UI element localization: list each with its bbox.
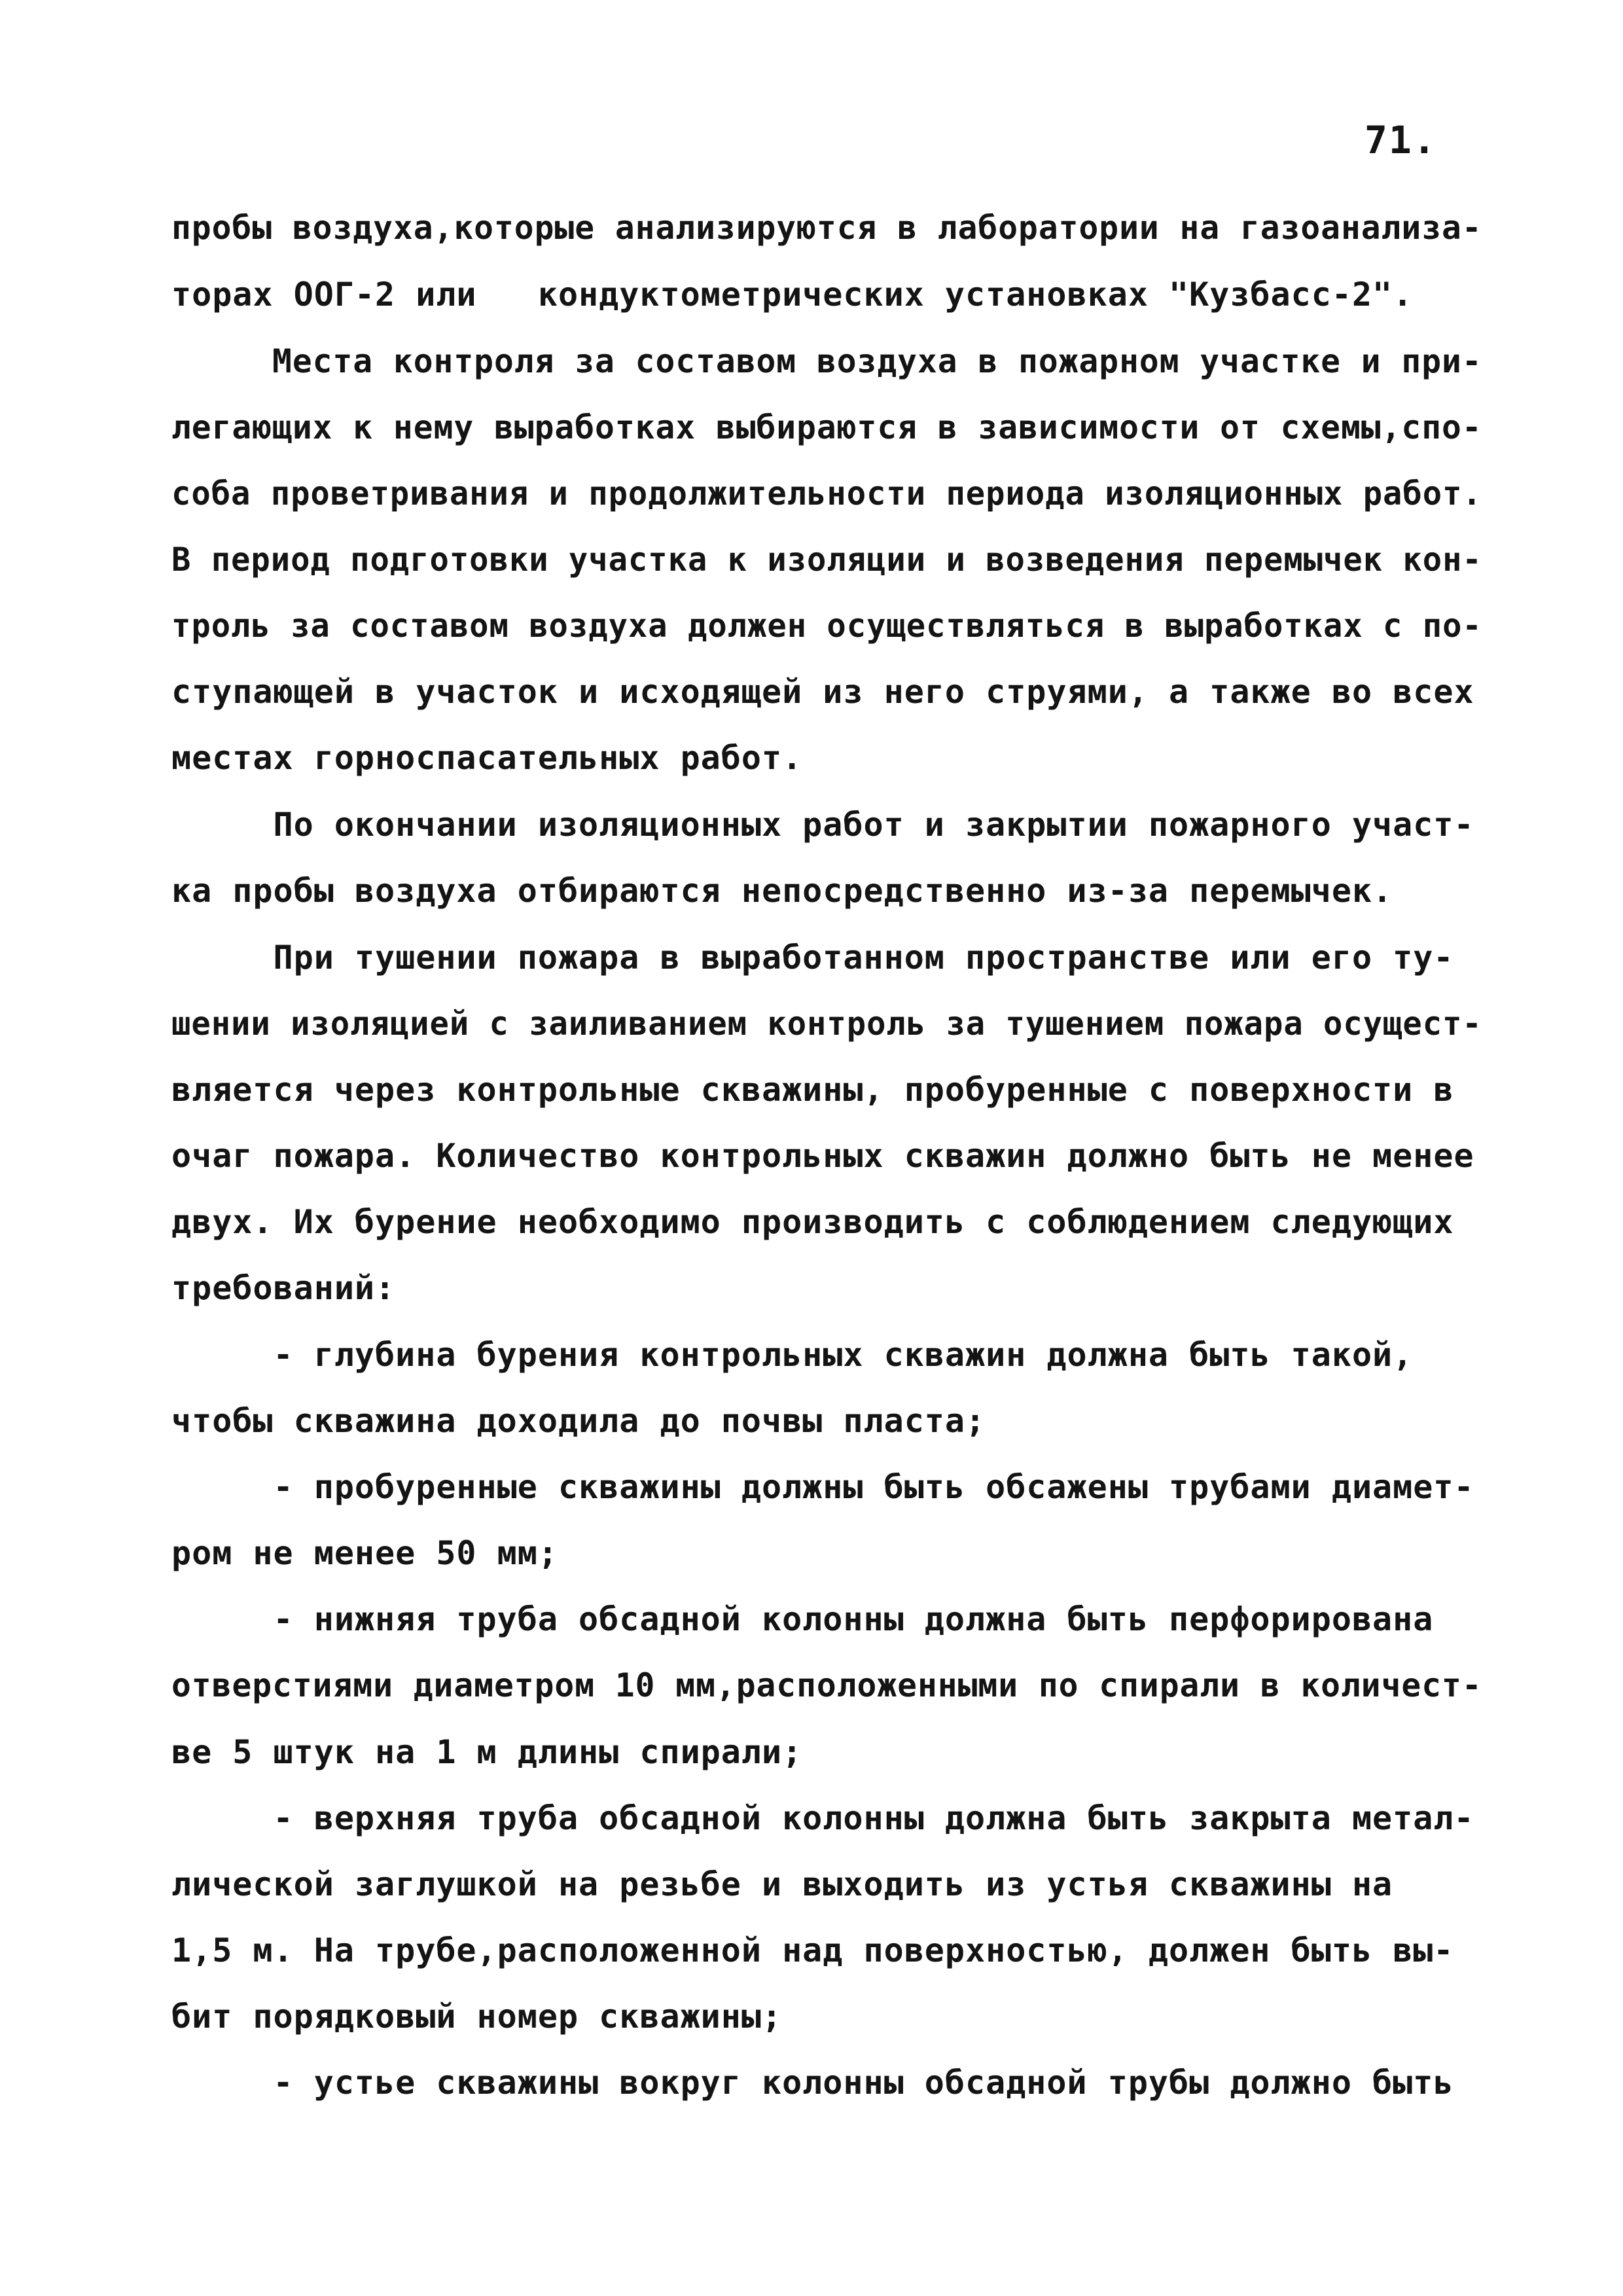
text-line: шении изоляцией с заиливанием контроль за тушением пожара осущест- (171, 1005, 1482, 1043)
page-number: 71. (1364, 118, 1437, 162)
text-line: соба проветривания и продолжительности периода изоляционных работ. (171, 475, 1482, 512)
text-line: ступающей в участок и исходящей из него струями, а также во всех (171, 673, 1474, 711)
text-line: По окончании изоляционных работ и закрытии пожарного участ- (171, 806, 1474, 844)
text-line: Места контроля за составом воздуха в пожарном участке и при- (171, 342, 1482, 380)
text-line: местах горноспасательных работ. (171, 739, 803, 777)
text-line: требований: (171, 1269, 396, 1307)
text-line: легающих к нему выработках выбираются в зависимости от схемы,спо- (171, 408, 1482, 446)
text-line: - глубина бурения контрольных скважин должна быть такой, (171, 1336, 1414, 1374)
text-line: вляется через контрольные скважины, пробуренные с поверхности в (171, 1071, 1454, 1109)
text-line: очаг пожара. Количество контрольных скважин должно быть не менее (171, 1137, 1474, 1175)
text-line: торах ООГ-2 или кондуктометрических установках "Кузбасс-2". (171, 276, 1414, 314)
text-line: - верхняя труба обсадной колонны должна быть закрыта метал- (171, 1799, 1474, 1837)
text-line: отверстиями диаметром 10 мм,расположенными по спирали в количест- (171, 1666, 1482, 1704)
text-line: При тушении пожара в выработанном пространстве или его ту- (171, 939, 1454, 977)
text-line: двух. Их бурение необходимо производить с соблюдением следующих (171, 1203, 1454, 1241)
text-line: бит порядковый номер скважины; (171, 1998, 783, 2036)
text-line: ром не менее 50 мм; (171, 1534, 558, 1572)
text-line: 1,5 м. На трубе,расположенной над поверхностью, должен быть вы- (171, 1931, 1454, 1969)
text-line: пробы воздуха,которые анализируются в лаборатории на газоанализа- (171, 209, 1482, 247)
text-line: чтобы скважина доходила до почвы пласта; (171, 1402, 986, 1440)
text-line: лической заглушкой на резьбе и выходить из устья скважины на (171, 1865, 1393, 1903)
text-line: - устье скважины вокруг колонны обсадной трубы должно быть (171, 2064, 1454, 2102)
text-line: ка пробы воздуха отбираются непосредственно из-за перемычек. (171, 872, 1393, 910)
text-line: троль за составом воздуха должен осуществляться в выработках с по- (171, 607, 1482, 645)
text-line: В период подготовки участка к изоляции и возведения перемычек кон- (171, 541, 1482, 579)
text-line: - пробуренные скважины должны быть обсажены трубами диамет- (171, 1468, 1474, 1506)
text-line: - нижняя труба обсадной колонны должна быть перфорирована (171, 1600, 1434, 1638)
text-line: ве 5 штук на 1 м длины спирали; (171, 1733, 803, 1771)
